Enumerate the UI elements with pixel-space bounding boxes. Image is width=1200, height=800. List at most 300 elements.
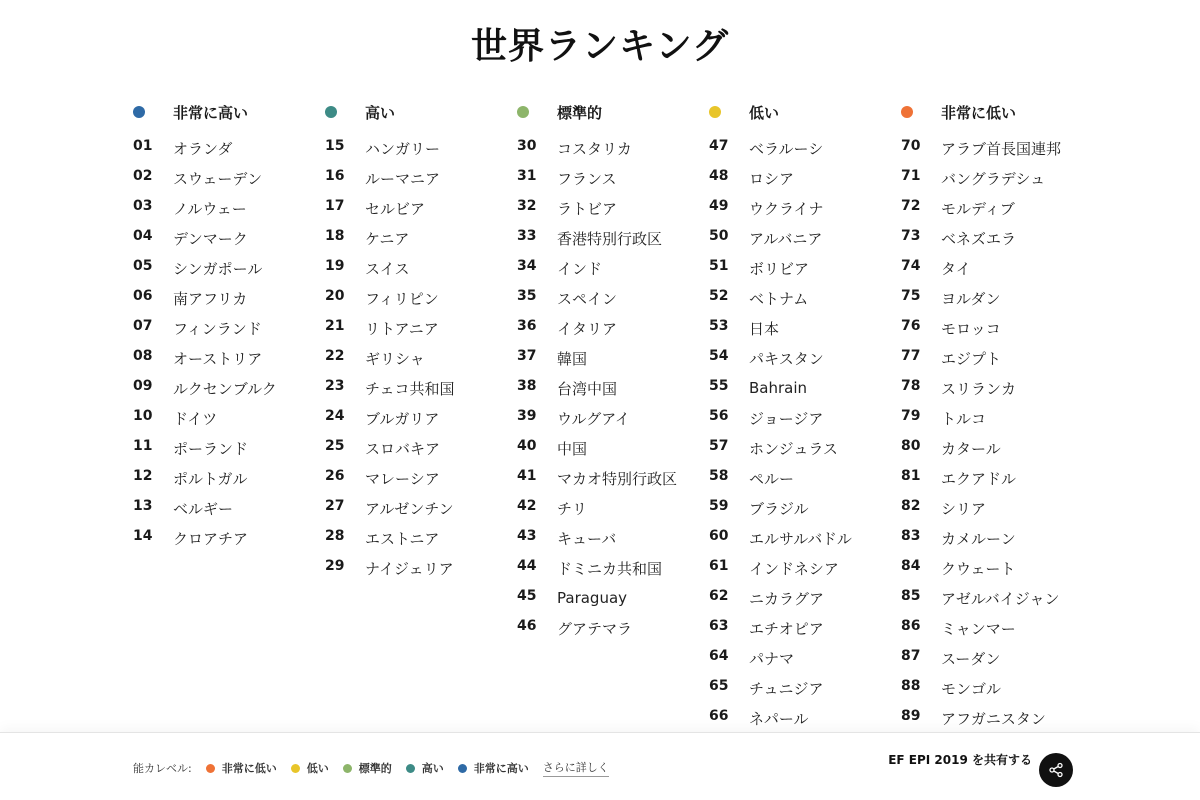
country-name: ウルグアイ [557, 409, 630, 428]
ranking-column [901, 100, 1093, 733]
rank-number: 05 [133, 258, 153, 274]
ranking-row[interactable] [517, 193, 709, 223]
ranking-row[interactable] [901, 313, 1093, 343]
legend-item [291, 760, 329, 776]
ranking-row[interactable] [709, 553, 901, 583]
rank-number: 24 [325, 408, 345, 424]
rank-number: 61 [709, 558, 729, 574]
ranking-row[interactable] [901, 283, 1093, 313]
ranking-row[interactable] [709, 643, 901, 673]
ranking-row[interactable] [709, 463, 901, 493]
ranking-row[interactable] [901, 403, 1093, 433]
rank-number: 35 [517, 288, 537, 304]
country-name: チュニジア [749, 679, 824, 698]
ranking-row[interactable] [133, 523, 325, 553]
country-name: ルーマニア [365, 169, 441, 188]
ranking-row[interactable] [709, 193, 901, 223]
ranking-row[interactable] [325, 433, 517, 463]
rank-number: 70 [901, 138, 921, 154]
country-name: パキスタン [749, 349, 824, 368]
country-name: ケニア [365, 229, 410, 248]
rank-number: 11 [133, 438, 153, 454]
rank-number: 25 [325, 438, 345, 454]
rank-number: 23 [325, 378, 345, 394]
ranking-row[interactable] [901, 253, 1093, 283]
rank-number: 62 [709, 588, 729, 604]
legend-item [406, 760, 444, 776]
column-title: 高い [365, 103, 396, 122]
country-name: チリ [557, 499, 588, 518]
country-name: カメルーン [941, 529, 1016, 548]
ranking-row[interactable] [709, 313, 901, 343]
rank-number: 26 [325, 468, 345, 484]
rank-number: 19 [325, 258, 345, 274]
rank-number: 32 [517, 198, 537, 214]
country-name: ポルトガル [173, 469, 248, 488]
country-name: スウェーデン [173, 169, 263, 188]
ranking-row[interactable] [901, 583, 1093, 613]
country-name: マカオ特別行政区 [557, 469, 678, 488]
column-title: 低い [749, 103, 780, 122]
ranking-columns [133, 100, 1093, 733]
country-name: エルサルバドル [749, 529, 852, 548]
country-name: インド [557, 259, 603, 278]
country-name: カタール [941, 439, 1001, 458]
ranking-row[interactable] [709, 583, 901, 613]
country-name: 日本 [749, 319, 780, 338]
country-name: デンマーク [173, 229, 248, 248]
rank-number: 86 [901, 618, 921, 634]
ranking-row[interactable] [517, 283, 709, 313]
ranking-row[interactable] [133, 433, 325, 463]
ranking-row[interactable] [133, 463, 325, 493]
ranking-row[interactable] [517, 253, 709, 283]
ranking-row[interactable] [901, 223, 1093, 253]
ranking-row[interactable] [325, 283, 517, 313]
ranking-row[interactable] [517, 373, 709, 403]
ranking-row[interactable] [325, 403, 517, 433]
ranking-row[interactable] [325, 163, 517, 193]
country-name: リトアニア [365, 319, 439, 338]
country-name: アフガニスタン [941, 709, 1046, 728]
rank-number: 76 [901, 318, 921, 334]
ranking-row[interactable] [325, 553, 517, 583]
rank-number: 38 [517, 378, 537, 394]
rank-number: 37 [517, 348, 537, 364]
ranking-row[interactable] [709, 523, 901, 553]
rank-number: 41 [517, 468, 537, 484]
ranking-row[interactable] [709, 253, 901, 283]
ranking-row[interactable] [133, 313, 325, 343]
country-name: モルディブ [941, 199, 1015, 218]
rank-number: 77 [901, 348, 921, 364]
ranking-row[interactable] [517, 613, 709, 643]
column-title: 非常に高い [173, 103, 249, 122]
country-name: モンゴル [941, 679, 1002, 698]
footer-bar [0, 732, 1200, 800]
country-name: ロシア [749, 169, 795, 188]
country-name: ドミニカ共和国 [557, 559, 663, 578]
rank-number: 78 [901, 378, 921, 394]
legend-dot-icon [406, 764, 415, 773]
country-name: ルクセンブルク [173, 379, 277, 398]
rank-number: 03 [133, 198, 153, 214]
ranking-row[interactable] [901, 463, 1093, 493]
country-name: アルゼンチン [365, 499, 454, 518]
country-name: ドイツ [173, 409, 218, 428]
rank-number: 06 [133, 288, 153, 304]
country-name: ブルガリア [365, 409, 440, 428]
rank-number: 08 [133, 348, 153, 364]
country-name: イタリア [557, 319, 618, 338]
country-name: ギリシャ [365, 349, 425, 368]
ranking-row[interactable] [901, 673, 1093, 703]
country-name: トルコ [941, 409, 987, 428]
column-header [325, 100, 517, 124]
country-name: アゼルバイジャン [941, 589, 1060, 608]
rank-number: 79 [901, 408, 921, 424]
ranking-row[interactable] [901, 703, 1093, 733]
rank-number: 50 [709, 228, 729, 244]
country-name: ペルー [749, 469, 795, 488]
ranking-row[interactable] [709, 403, 901, 433]
rank-number: 74 [901, 258, 921, 274]
level-dot-icon [133, 106, 145, 118]
legend-item [206, 760, 277, 776]
ranking-row[interactable] [517, 463, 709, 493]
country-name: ジョージア [749, 409, 824, 428]
proficiency-legend [133, 759, 609, 777]
ranking-row[interactable] [133, 163, 325, 193]
country-name: ポーランド [173, 439, 249, 458]
rank-number: 22 [325, 348, 345, 364]
ranking-row[interactable] [133, 343, 325, 373]
ranking-row[interactable] [901, 553, 1093, 583]
rank-number: 59 [709, 498, 729, 514]
ranking-row[interactable] [325, 193, 517, 223]
rank-number: 14 [133, 528, 153, 544]
ranking-row[interactable] [517, 493, 709, 523]
rank-number: 71 [901, 168, 921, 184]
rank-number: 64 [709, 648, 729, 664]
country-name: ハンガリー [365, 139, 441, 158]
rank-number: 42 [517, 498, 537, 514]
ranking-row[interactable] [709, 703, 901, 733]
ranking-row[interactable] [325, 493, 517, 523]
ranking-row[interactable] [517, 433, 709, 463]
country-name: タイ [941, 259, 971, 278]
ranking-row[interactable] [709, 343, 901, 373]
country-name: エジプト [941, 349, 1002, 368]
country-name: チェコ共和国 [365, 379, 455, 398]
country-name: スリランカ [941, 379, 1017, 398]
country-name: 南アフリカ [173, 289, 248, 308]
ranking-row[interactable] [517, 163, 709, 193]
country-name: バングラデシュ [941, 169, 1046, 188]
rank-number: 27 [325, 498, 345, 514]
rank-number: 18 [325, 228, 345, 244]
country-name: マレーシア [365, 469, 440, 488]
rank-number: 07 [133, 318, 153, 334]
country-name: スペイン [557, 289, 618, 308]
rank-number: 48 [709, 168, 729, 184]
country-name: ベネズエラ [941, 229, 1017, 248]
country-name: セルビア [365, 199, 426, 218]
ranking-row[interactable] [901, 493, 1093, 523]
rank-number: 17 [325, 198, 345, 214]
rank-number: 36 [517, 318, 537, 334]
rank-number: 31 [517, 168, 537, 184]
legend-item-label: 非常に高い [473, 762, 529, 775]
country-name: Bahrain [749, 379, 808, 397]
rank-number: 44 [517, 558, 537, 574]
rank-number: 30 [517, 138, 537, 154]
level-dot-icon [517, 106, 529, 118]
country-name: 香港特別行政区 [557, 229, 663, 248]
level-dot-icon [709, 106, 721, 118]
ranking-row[interactable] [517, 523, 709, 553]
country-name: パナマ [749, 649, 795, 668]
rank-number: 51 [709, 258, 729, 274]
ranking-row[interactable] [133, 193, 325, 223]
ranking-row[interactable] [325, 373, 517, 403]
legend-item-label: 標準的 [358, 762, 392, 775]
rank-number: 12 [133, 468, 153, 484]
ranking-row[interactable] [325, 253, 517, 283]
country-name: キューバ [557, 529, 617, 548]
ranking-row[interactable] [709, 163, 901, 193]
ranking-row[interactable] [901, 643, 1093, 673]
ranking-row[interactable] [709, 373, 901, 403]
ranking-column [517, 100, 709, 733]
country-name: ウクライナ [749, 199, 824, 218]
rank-number: 89 [901, 708, 921, 724]
ranking-row[interactable] [325, 463, 517, 493]
rank-number: 29 [325, 558, 345, 574]
country-name: フランス [557, 169, 617, 188]
country-name: ベトナム [749, 289, 809, 308]
country-name: ネパール [749, 709, 809, 728]
ranking-row[interactable] [901, 613, 1093, 643]
country-name: エストニア [365, 529, 440, 548]
rank-number: 43 [517, 528, 537, 544]
ranking-row[interactable] [709, 613, 901, 643]
country-name: スイス [365, 259, 410, 278]
ranking-row[interactable] [901, 193, 1093, 223]
rank-number: 09 [133, 378, 153, 394]
country-name: ボリビア [749, 259, 810, 278]
country-name: ベラルーシ [749, 139, 824, 158]
ranking-row[interactable] [709, 283, 901, 313]
country-name: ヨルダン [941, 289, 1001, 308]
ranking-column [709, 100, 901, 733]
ranking-row[interactable] [517, 553, 709, 583]
country-name: シンガポール [173, 259, 263, 278]
legend-label: 能カレベル: [133, 762, 192, 775]
ranking-row[interactable] [901, 523, 1093, 553]
ranking-row[interactable] [133, 403, 325, 433]
country-name: コスタリカ [557, 139, 632, 158]
country-name: ホンジュラス [749, 439, 838, 458]
column-header [709, 100, 901, 124]
country-name: グアテマラ [557, 619, 633, 638]
rank-number: 52 [709, 288, 729, 304]
legend-dot-icon [343, 764, 352, 773]
rank-number: 20 [325, 288, 345, 304]
share-button[interactable] [1039, 753, 1073, 787]
column-header [517, 100, 709, 124]
country-name: ラトビア [557, 199, 618, 218]
country-name: フィリピン [365, 289, 439, 308]
ranking-row[interactable] [517, 313, 709, 343]
share-label: EF EPI 2019 を共有する [888, 753, 1032, 767]
rank-number: 21 [325, 318, 345, 334]
country-name: シリア [941, 499, 987, 518]
legend-dot-icon [458, 764, 467, 773]
rank-number: 45 [517, 588, 537, 604]
country-name: エクアドル [941, 469, 1017, 488]
country-name: スーダン [941, 649, 1001, 668]
ranking-row[interactable] [901, 433, 1093, 463]
rank-number: 46 [517, 618, 537, 634]
rank-number: 01 [133, 138, 153, 154]
rank-number: 56 [709, 408, 729, 424]
rank-number: 72 [901, 198, 921, 214]
ranking-row[interactable] [133, 253, 325, 283]
ranking-row[interactable] [901, 373, 1093, 403]
ranking-row[interactable] [325, 313, 517, 343]
ranking-row[interactable] [133, 283, 325, 313]
ranking-row[interactable] [133, 223, 325, 253]
column-title: 標準的 [557, 103, 603, 122]
ranking-row[interactable] [709, 493, 901, 523]
country-name: ブラジル [749, 499, 809, 518]
legend-item [343, 760, 392, 776]
ranking-row[interactable] [901, 343, 1093, 373]
ranking-column [133, 100, 325, 733]
rank-number: 15 [325, 138, 345, 154]
level-dot-icon [901, 106, 913, 118]
country-name: オランダ [173, 139, 233, 158]
rank-number: 58 [709, 468, 729, 484]
rank-number: 54 [709, 348, 729, 364]
rank-number: 16 [325, 168, 345, 184]
ranking-row[interactable] [709, 223, 901, 253]
rank-number: 82 [901, 498, 921, 514]
rank-number: 84 [901, 558, 921, 574]
rank-number: 87 [901, 648, 921, 664]
rank-number: 04 [133, 228, 153, 244]
country-name: オーストリア [173, 349, 263, 368]
country-name: アラブ首長国連邦 [941, 139, 1062, 158]
rank-number: 66 [709, 708, 729, 724]
rank-number: 80 [901, 438, 921, 454]
rank-number: 65 [709, 678, 729, 694]
rank-number: 40 [517, 438, 537, 454]
country-name: 台湾中国 [557, 379, 618, 398]
column-title: 非常に低い [941, 103, 1017, 122]
country-name: スロバキア [365, 439, 441, 458]
country-name: アルバニア [749, 229, 823, 248]
ranking-row[interactable] [325, 523, 517, 553]
country-name: ナイジェリア [365, 559, 454, 578]
rank-number: 63 [709, 618, 729, 634]
ranking-row[interactable] [517, 343, 709, 373]
country-name: ベルギー [173, 499, 234, 518]
ranking-row[interactable] [709, 433, 901, 463]
ranking-row[interactable] [325, 133, 517, 163]
rank-number: 83 [901, 528, 921, 544]
legend-dot-icon [291, 764, 300, 773]
ranking-row[interactable] [325, 223, 517, 253]
ranking-row[interactable] [133, 373, 325, 403]
ranking-row[interactable] [325, 343, 517, 373]
legend-item-label: 低い [306, 762, 329, 775]
rank-number: 10 [133, 408, 153, 424]
rank-number: 60 [709, 528, 729, 544]
page-title: 世界ランキング [471, 26, 729, 67]
country-name: フィンランド [173, 319, 262, 338]
rank-number: 33 [517, 228, 537, 244]
ranking-column [325, 100, 517, 733]
rank-number: 55 [709, 378, 729, 394]
column-header [133, 100, 325, 124]
rank-number: 73 [901, 228, 921, 244]
country-name: 中国 [557, 439, 588, 458]
country-name: インドネシア [749, 559, 839, 578]
country-name: モロッコ [941, 319, 1001, 338]
rank-number: 88 [901, 678, 921, 694]
rank-number: 13 [133, 498, 153, 514]
country-name: ニカラグア [749, 589, 825, 608]
country-name: クロアチア [173, 529, 249, 548]
learn-more-link[interactable]: さらに詳しく [543, 759, 609, 777]
rank-number: 85 [901, 588, 921, 604]
rank-number: 49 [709, 198, 729, 214]
rank-number: 57 [709, 438, 729, 454]
ranking-row[interactable] [901, 163, 1093, 193]
legend-item-label: 高い [421, 762, 444, 775]
rank-number: 81 [901, 468, 921, 484]
rank-number: 34 [517, 258, 537, 274]
ranking-row[interactable] [133, 493, 325, 523]
legend-item [458, 760, 529, 776]
share-icon [1048, 762, 1064, 778]
rank-number: 39 [517, 408, 537, 424]
level-dot-icon [325, 106, 337, 118]
country-name: ノルウェー [173, 199, 247, 218]
country-name: 韓国 [557, 349, 588, 368]
legend-item-label: 非常に低い [221, 762, 277, 775]
country-name: エチオピア [749, 619, 824, 638]
ranking-row[interactable] [133, 133, 325, 163]
rank-number: 28 [325, 528, 345, 544]
ranking-row[interactable] [901, 133, 1093, 163]
ranking-row[interactable] [709, 133, 901, 163]
legend-dot-icon [206, 764, 215, 773]
rank-number: 53 [709, 318, 729, 334]
ranking-row[interactable] [517, 223, 709, 253]
country-name: ミャンマー [941, 619, 1016, 638]
rank-number: 02 [133, 168, 153, 184]
ranking-row[interactable] [517, 583, 709, 613]
ranking-row[interactable] [517, 403, 709, 433]
rank-number: 75 [901, 288, 921, 304]
column-header [901, 100, 1093, 124]
country-name: クウェート [941, 559, 1016, 578]
ranking-row[interactable] [709, 673, 901, 703]
ranking-row[interactable] [517, 133, 709, 163]
